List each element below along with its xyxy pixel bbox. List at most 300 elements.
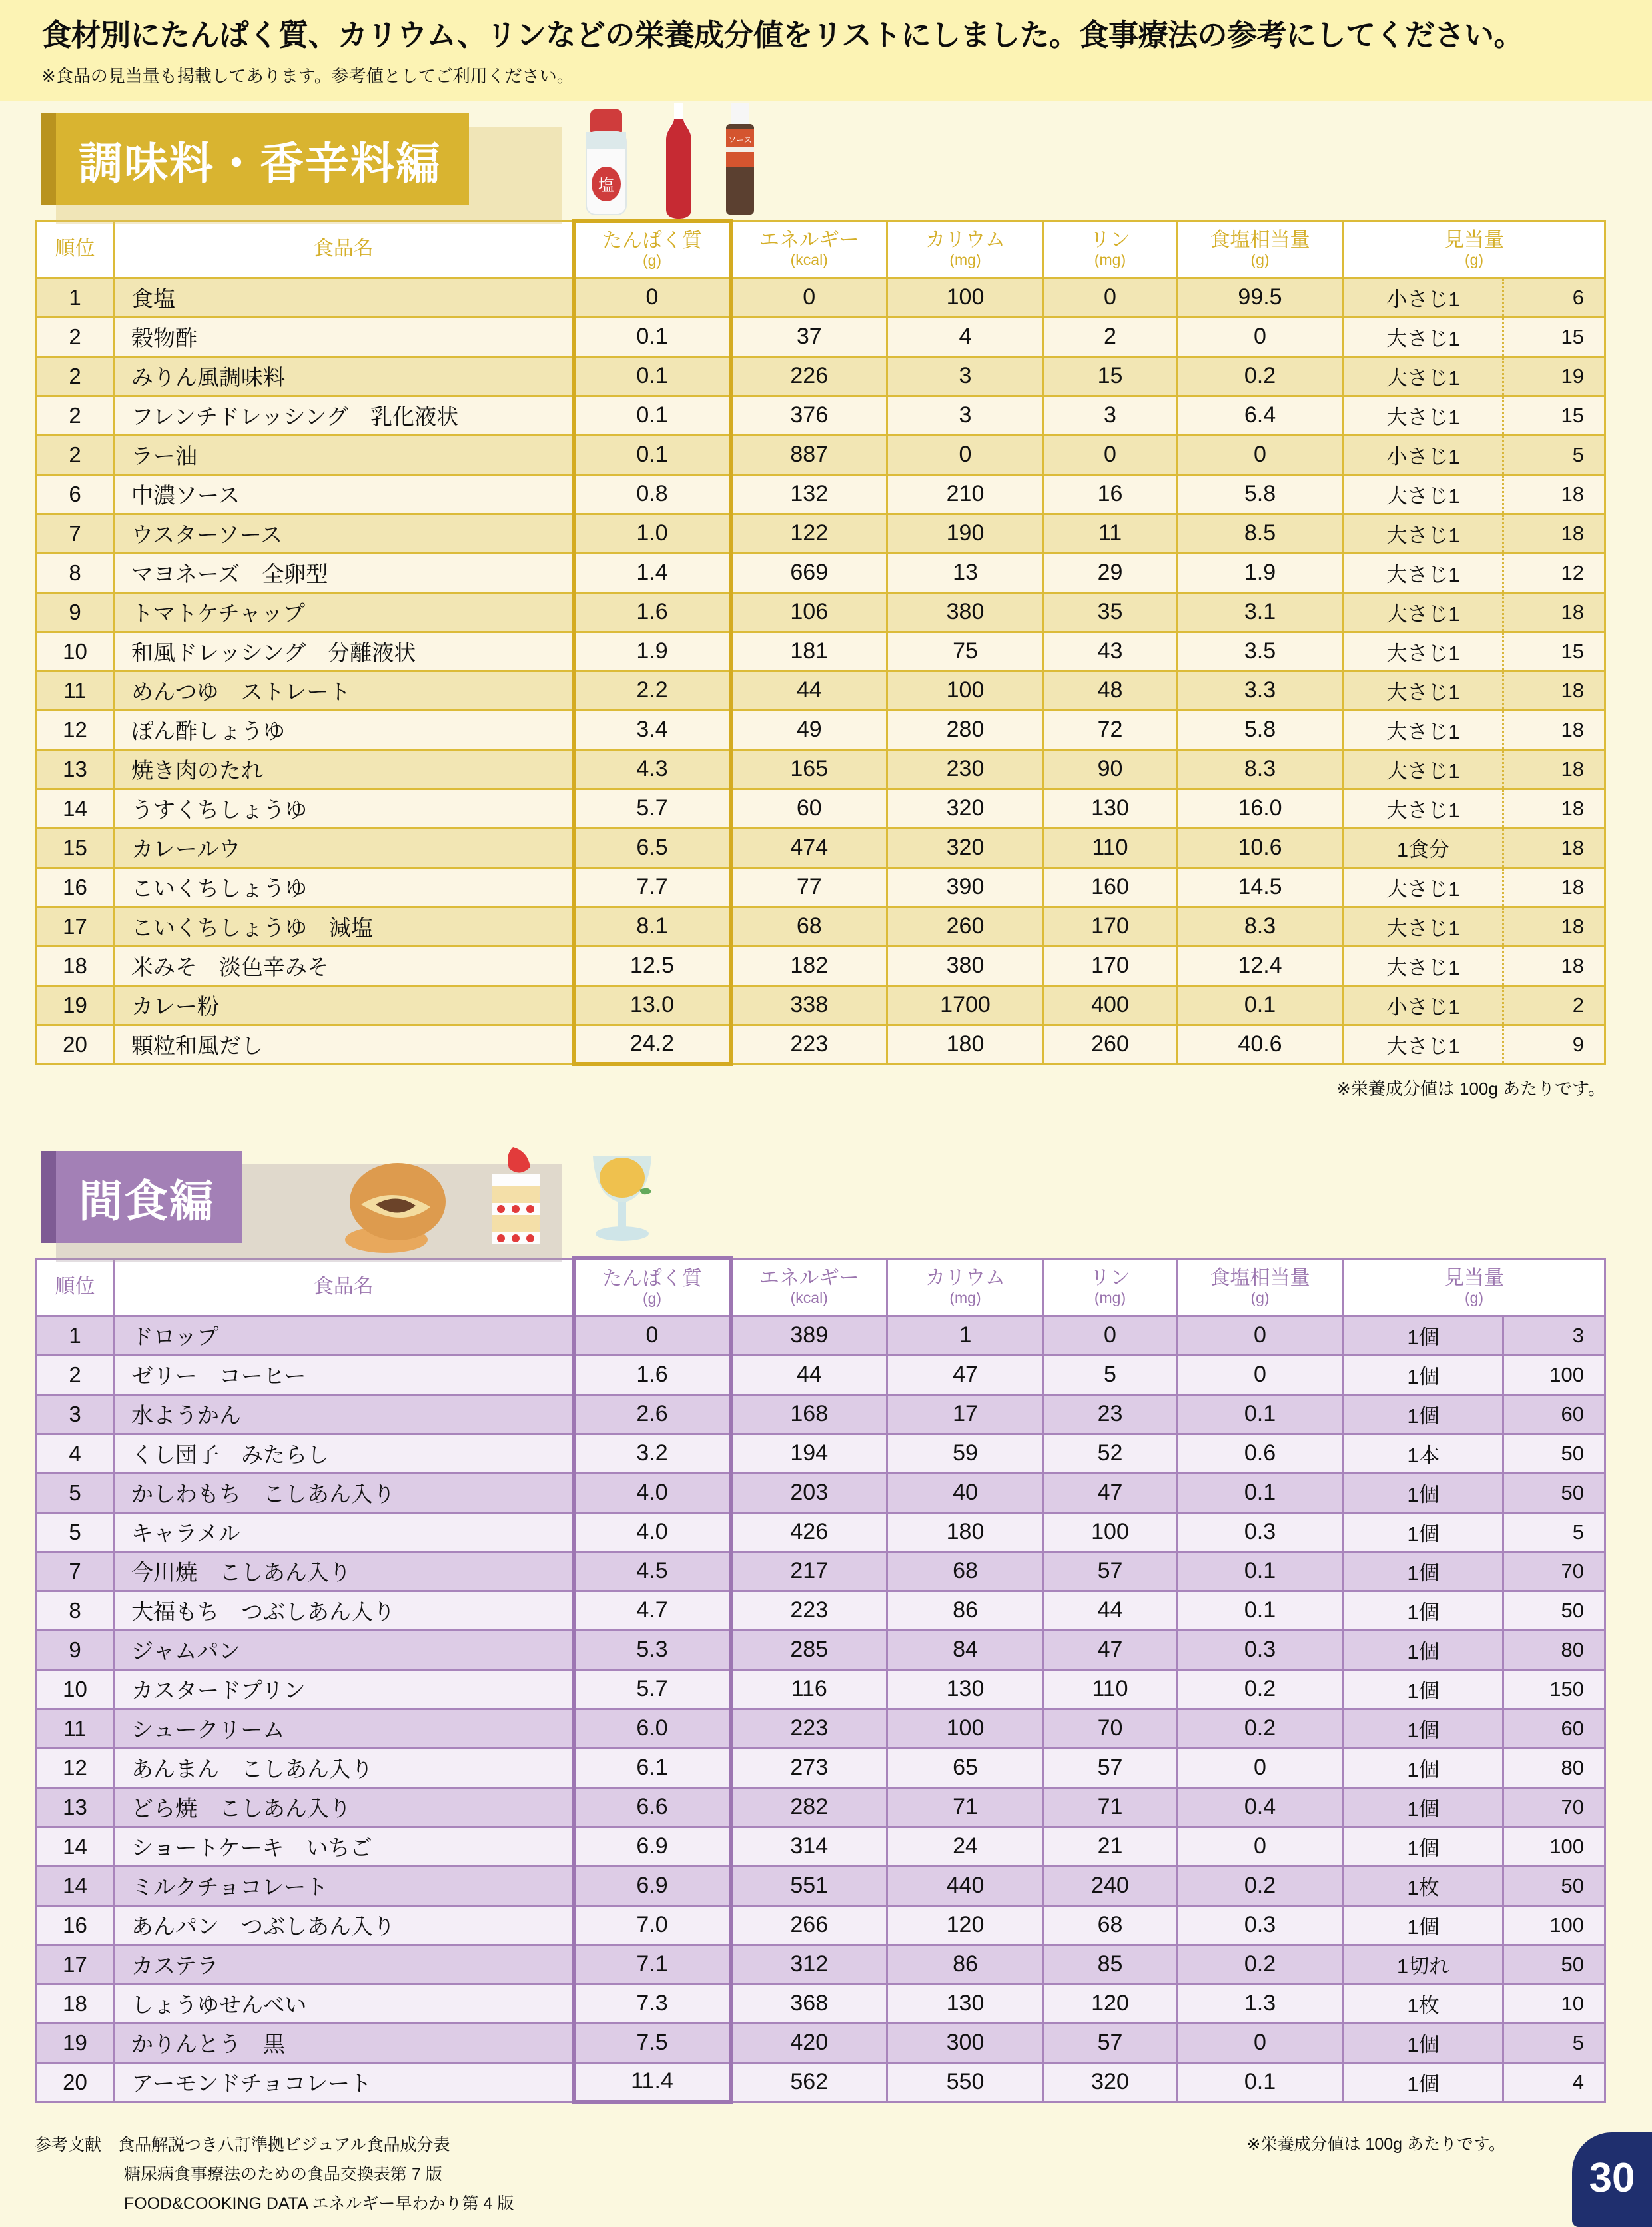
cell-salt: 0.1 xyxy=(1177,1552,1344,1591)
cell-portion-label: 大さじ1 xyxy=(1344,749,1503,789)
cell-protein: 0.1 xyxy=(574,435,731,474)
cell-rank: 11 xyxy=(36,1709,115,1748)
cell-protein: 4.7 xyxy=(574,1591,731,1630)
cell-portion-value: 4 xyxy=(1503,2062,1605,2102)
table-row xyxy=(36,396,1605,435)
cell-protein: 1.0 xyxy=(574,514,731,553)
cell-portion-value: 18 xyxy=(1503,907,1605,946)
cell-energy: 77 xyxy=(731,867,887,907)
table-row xyxy=(36,356,1605,396)
table-row xyxy=(36,1905,1605,1945)
table-row xyxy=(36,710,1605,749)
cell-salt: 0.2 xyxy=(1177,1709,1344,1748)
cell-potassium: 1700 xyxy=(887,985,1044,1025)
cell-phosphorus: 29 xyxy=(1044,553,1177,592)
cell-food-name: カステラ xyxy=(115,1945,574,1984)
cell-potassium: 300 xyxy=(887,2023,1044,2062)
cell-portion-label: 1個 xyxy=(1344,1669,1503,1709)
cell-phosphorus: 400 xyxy=(1044,985,1177,1025)
cell-protein: 7.7 xyxy=(574,867,731,907)
cell-protein: 5.7 xyxy=(574,789,731,828)
table-header-row xyxy=(36,1258,1605,1316)
cell-potassium: 24 xyxy=(887,1827,1044,1866)
cell-rank: 16 xyxy=(36,1905,115,1945)
cell-phosphorus: 100 xyxy=(1044,1512,1177,1552)
col-header-potassium-unit: (mg) xyxy=(949,250,981,268)
table-row xyxy=(36,1552,1605,1591)
table-row xyxy=(36,632,1605,671)
section-snack xyxy=(0,1139,1652,2104)
cell-energy: 181 xyxy=(731,632,887,671)
cell-portion-value: 5 xyxy=(1503,1512,1605,1552)
cell-portion-label: 大さじ1 xyxy=(1344,946,1503,985)
footer-note: ※栄養成分値は 100g あたりです。 xyxy=(1246,2135,1505,2154)
cell-energy: 273 xyxy=(731,1748,887,1787)
cell-food-name: うすくちしょうゆ xyxy=(115,789,574,828)
cell-portion-label: 大さじ1 xyxy=(1344,1025,1503,1064)
cell-portion-value: 10 xyxy=(1503,1984,1605,2023)
cell-rank: 10 xyxy=(36,632,115,671)
cell-portion-value: 2 xyxy=(1503,985,1605,1025)
cell-energy: 168 xyxy=(731,1394,887,1434)
col-header-salt-label: 食塩相当量 xyxy=(1210,1267,1310,1290)
cell-rank: 14 xyxy=(36,1827,115,1866)
col-header-phosphorus xyxy=(1044,1258,1177,1316)
cell-portion-value: 60 xyxy=(1503,1394,1605,1434)
cell-protein: 12.5 xyxy=(574,946,731,985)
cell-phosphorus: 43 xyxy=(1044,632,1177,671)
seasoning-banner-title: 調味料・香辛料編 xyxy=(79,138,441,188)
cell-portion-label: 1個 xyxy=(1344,1709,1503,1748)
cell-salt: 5.8 xyxy=(1177,710,1344,749)
cell-salt: 10.6 xyxy=(1177,828,1344,867)
cell-rank: 17 xyxy=(36,907,115,946)
cell-portion-value: 18 xyxy=(1503,828,1605,867)
table-row xyxy=(36,671,1605,710)
table-row xyxy=(36,1630,1605,1669)
cell-rank: 2 xyxy=(36,317,115,356)
cell-potassium: 180 xyxy=(887,1025,1044,1064)
col-header-rank: 順位 xyxy=(36,221,115,278)
cell-portion-label: 1枚 xyxy=(1344,1866,1503,1905)
cell-potassium: 0 xyxy=(887,435,1044,474)
cell-portion-value: 18 xyxy=(1503,671,1605,710)
cell-phosphorus: 170 xyxy=(1044,946,1177,985)
cell-protein: 13.0 xyxy=(574,985,731,1025)
cell-phosphorus: 170 xyxy=(1044,907,1177,946)
cell-protein: 6.9 xyxy=(574,1827,731,1866)
cell-energy: 312 xyxy=(731,1945,887,1984)
cell-salt: 0.2 xyxy=(1177,1945,1344,1984)
cell-portion-value: 18 xyxy=(1503,514,1605,553)
col-header-salt-label: 食塩相当量 xyxy=(1210,229,1310,252)
table-row xyxy=(36,435,1605,474)
cell-salt: 0 xyxy=(1177,1748,1344,1787)
cell-energy: 314 xyxy=(731,1827,887,1866)
col-header-salt-unit: (g) xyxy=(1250,1288,1270,1306)
cell-potassium: 84 xyxy=(887,1630,1044,1669)
cell-protein: 1.6 xyxy=(574,592,731,632)
cell-salt: 8.3 xyxy=(1177,907,1344,946)
cell-food-name: ゼリー コーヒー xyxy=(115,1355,574,1394)
cell-protein: 1.9 xyxy=(574,632,731,671)
cell-portion-label: 1個 xyxy=(1344,1473,1503,1512)
cell-potassium: 260 xyxy=(887,907,1044,946)
cell-energy: 420 xyxy=(731,2023,887,2062)
cell-potassium: 71 xyxy=(887,1787,1044,1827)
col-header-portion-label: 見当量 xyxy=(1444,1267,1504,1290)
cell-potassium: 130 xyxy=(887,1669,1044,1709)
cell-salt: 0.1 xyxy=(1177,2062,1344,2102)
cell-energy: 37 xyxy=(731,317,887,356)
cell-potassium: 59 xyxy=(887,1434,1044,1473)
cell-potassium: 4 xyxy=(887,317,1044,356)
cell-rank: 5 xyxy=(36,1512,115,1552)
cell-energy: 389 xyxy=(731,1316,887,1355)
shortcake-icon xyxy=(472,1143,558,1256)
cell-portion-label: 1個 xyxy=(1344,1316,1503,1355)
cell-potassium: 68 xyxy=(887,1552,1044,1591)
snack-illustrations xyxy=(334,1139,669,1256)
cell-protein: 5.7 xyxy=(574,1669,731,1709)
col-header-portion-unit: (g) xyxy=(1464,1288,1484,1306)
cell-potassium: 13 xyxy=(887,553,1044,592)
cell-portion-value: 50 xyxy=(1503,1434,1605,1473)
cell-food-name: フレンチドレッシング 乳化液状 xyxy=(115,396,574,435)
cell-phosphorus: 85 xyxy=(1044,1945,1177,1984)
cell-food-name: 穀物酢 xyxy=(115,317,574,356)
table-row xyxy=(36,1434,1605,1473)
cell-rank: 11 xyxy=(36,671,115,710)
cell-rank: 2 xyxy=(36,356,115,396)
cell-rank: 8 xyxy=(36,553,115,592)
cell-portion-value: 15 xyxy=(1503,632,1605,671)
seasoning-banner-area xyxy=(41,101,1652,219)
cell-salt: 6.4 xyxy=(1177,396,1344,435)
cell-phosphorus: 70 xyxy=(1044,1709,1177,1748)
col-header-protein-unit: (g) xyxy=(642,1289,662,1307)
cell-phosphorus: 120 xyxy=(1044,1984,1177,2023)
cell-energy: 376 xyxy=(731,396,887,435)
cell-portion-label: 1個 xyxy=(1344,1905,1503,1945)
col-header-portion xyxy=(1344,1258,1605,1316)
cell-energy: 368 xyxy=(731,1984,887,2023)
cell-energy: 182 xyxy=(731,946,887,985)
banner-edge xyxy=(41,113,56,205)
cell-protein: 6.0 xyxy=(574,1709,731,1748)
col-header-potassium xyxy=(887,221,1044,278)
cell-phosphorus: 44 xyxy=(1044,1591,1177,1630)
svg-text:ソース: ソース xyxy=(728,135,752,145)
cell-protein: 4.5 xyxy=(574,1552,731,1591)
cell-rank: 18 xyxy=(36,1984,115,2023)
cell-portion-label: 大さじ1 xyxy=(1344,317,1503,356)
cell-portion-label: 1個 xyxy=(1344,1552,1503,1591)
cell-portion-label: 1個 xyxy=(1344,1748,1503,1787)
cell-portion-label: 大さじ1 xyxy=(1344,474,1503,514)
cell-phosphorus: 5 xyxy=(1044,1355,1177,1394)
snack-table xyxy=(35,1256,1606,2104)
cell-energy: 116 xyxy=(731,1669,887,1709)
cell-protein: 4.0 xyxy=(574,1473,731,1512)
cell-portion-label: 1個 xyxy=(1344,1591,1503,1630)
cell-salt: 0.3 xyxy=(1177,1512,1344,1552)
table-row xyxy=(36,1512,1605,1552)
cell-energy: 223 xyxy=(731,1591,887,1630)
seasoning-table-body xyxy=(36,278,1605,1064)
cell-potassium: 230 xyxy=(887,749,1044,789)
col-header-salt xyxy=(1177,221,1344,278)
cell-potassium: 47 xyxy=(887,1355,1044,1394)
cell-salt: 0.1 xyxy=(1177,1591,1344,1630)
cell-salt: 16.0 xyxy=(1177,789,1344,828)
cell-energy: 217 xyxy=(731,1552,887,1591)
cell-phosphorus: 16 xyxy=(1044,474,1177,514)
cell-food-name: こいくちしょうゆ xyxy=(115,867,574,907)
cell-energy: 266 xyxy=(731,1905,887,1945)
cell-potassium: 100 xyxy=(887,278,1044,317)
col-header-protein xyxy=(574,221,731,278)
cell-rank: 2 xyxy=(36,396,115,435)
cell-salt: 0.4 xyxy=(1177,1787,1344,1827)
cell-rank: 8 xyxy=(36,1591,115,1630)
cell-salt: 0.2 xyxy=(1177,356,1344,396)
cell-food-name: ミルクチョコレート xyxy=(115,1866,574,1905)
cell-protein: 2.2 xyxy=(574,671,731,710)
cell-portion-value: 18 xyxy=(1503,474,1605,514)
cell-rank: 7 xyxy=(36,1552,115,1591)
cell-protein: 8.1 xyxy=(574,907,731,946)
cell-rank: 20 xyxy=(36,2062,115,2102)
cell-potassium: 390 xyxy=(887,867,1044,907)
cell-salt: 0.2 xyxy=(1177,1669,1344,1709)
cell-portion-label: 小さじ1 xyxy=(1344,435,1503,474)
cell-energy: 60 xyxy=(731,789,887,828)
cell-potassium: 320 xyxy=(887,828,1044,867)
cell-energy: 106 xyxy=(731,592,887,632)
table-row xyxy=(36,1316,1605,1355)
cell-portion-label: 1切れ xyxy=(1344,1945,1503,1984)
cell-rank: 16 xyxy=(36,867,115,907)
cell-protein: 0 xyxy=(574,278,731,317)
cell-protein: 0.8 xyxy=(574,474,731,514)
cell-portion-label: 1個 xyxy=(1344,2062,1503,2102)
cell-phosphorus: 2 xyxy=(1044,317,1177,356)
reference-text-1: 食品解説つき八訂準拠ビジュアル食品成分表 xyxy=(117,2136,450,2154)
cell-potassium: 210 xyxy=(887,474,1044,514)
cell-potassium: 86 xyxy=(887,1591,1044,1630)
cell-rank: 6 xyxy=(36,474,115,514)
cell-potassium: 65 xyxy=(887,1748,1044,1787)
table-row xyxy=(36,789,1605,828)
cell-protein: 0.1 xyxy=(574,356,731,396)
cell-energy: 551 xyxy=(731,1866,887,1905)
cell-portion-value: 100 xyxy=(1503,1827,1605,1866)
cell-portion-label: 1個 xyxy=(1344,1787,1503,1827)
table-row xyxy=(36,1787,1605,1827)
cell-protein: 7.0 xyxy=(574,1905,731,1945)
table-row xyxy=(36,2023,1605,2062)
cell-phosphorus: 52 xyxy=(1044,1434,1177,1473)
cell-protein: 5.3 xyxy=(574,1630,731,1669)
cell-energy: 669 xyxy=(731,553,887,592)
cell-salt: 1.3 xyxy=(1177,1984,1344,2023)
cell-portion-label: 大さじ1 xyxy=(1344,356,1503,396)
cell-potassium: 3 xyxy=(887,396,1044,435)
cell-energy: 0 xyxy=(731,278,887,317)
col-header-salt xyxy=(1177,1258,1344,1316)
cell-potassium: 40 xyxy=(887,1473,1044,1512)
cell-food-name: めんつゆ ストレート xyxy=(115,671,574,710)
col-header-phosphorus-label: リン xyxy=(1090,1267,1130,1290)
cell-salt: 3.1 xyxy=(1177,592,1344,632)
cell-food-name: 中濃ソース xyxy=(115,474,574,514)
cell-rank: 12 xyxy=(36,1748,115,1787)
cell-portion-value: 80 xyxy=(1503,1748,1605,1787)
cell-food-name: あんパン つぶしあん入り xyxy=(115,1905,574,1945)
col-header-salt-unit: (g) xyxy=(1250,250,1270,268)
cell-potassium: 75 xyxy=(887,632,1044,671)
cell-portion-value: 9 xyxy=(1503,1025,1605,1064)
cell-phosphorus: 160 xyxy=(1044,867,1177,907)
cell-portion-label: 小さじ1 xyxy=(1344,278,1503,317)
cell-phosphorus: 0 xyxy=(1044,1316,1177,1355)
cell-food-name: どら焼 こしあん入り xyxy=(115,1787,574,1827)
cell-food-name: カレー粉 xyxy=(115,985,574,1025)
cell-rank: 14 xyxy=(36,1866,115,1905)
cell-portion-label: 1個 xyxy=(1344,1827,1503,1866)
cell-phosphorus: 35 xyxy=(1044,592,1177,632)
cell-food-name: アーモンドチョコレート xyxy=(115,2062,574,2102)
cell-protein: 3.4 xyxy=(574,710,731,749)
col-header-protein-unit: (g) xyxy=(642,251,662,269)
cell-portion-value: 18 xyxy=(1503,789,1605,828)
col-header-energy-label: エネルギー xyxy=(759,229,859,252)
cell-food-name: 米みそ 淡色辛みそ xyxy=(115,946,574,985)
table-row xyxy=(36,1669,1605,1709)
cell-phosphorus: 0 xyxy=(1044,435,1177,474)
cell-energy: 474 xyxy=(731,828,887,867)
col-header-rank: 順位 xyxy=(36,1258,115,1316)
cell-portion-value: 12 xyxy=(1503,553,1605,592)
cell-food-name: 今川焼 こしあん入り xyxy=(115,1552,574,1591)
cell-phosphorus: 47 xyxy=(1044,1473,1177,1512)
seasoning-banner xyxy=(41,113,469,205)
cell-portion-label: 大さじ1 xyxy=(1344,710,1503,749)
cell-protein: 7.5 xyxy=(574,2023,731,2062)
col-header-potassium-unit: (mg) xyxy=(949,1288,981,1306)
pudding-glass-icon xyxy=(576,1143,669,1256)
cell-protein: 7.1 xyxy=(574,1945,731,1984)
col-header-potassium xyxy=(887,1258,1044,1316)
table-header-row xyxy=(36,221,1605,278)
cell-potassium: 280 xyxy=(887,710,1044,749)
cell-portion-value: 19 xyxy=(1503,356,1605,396)
cell-phosphorus: 21 xyxy=(1044,1827,1177,1866)
cell-salt: 0.3 xyxy=(1177,1905,1344,1945)
cell-energy: 223 xyxy=(731,1709,887,1748)
cell-protein: 4.0 xyxy=(574,1512,731,1552)
table-row xyxy=(36,1748,1605,1787)
cell-salt: 8.3 xyxy=(1177,749,1344,789)
table-row xyxy=(36,1945,1605,1984)
reference-text-2: 糖尿病食事療法のための食品交換表第 7 版 xyxy=(124,2164,442,2184)
col-header-energy-unit: (kcal) xyxy=(790,1288,828,1306)
cell-phosphorus: 72 xyxy=(1044,710,1177,749)
cell-potassium: 320 xyxy=(887,789,1044,828)
col-header-energy xyxy=(731,1258,887,1316)
table-row xyxy=(36,749,1605,789)
cell-rank: 15 xyxy=(36,828,115,867)
cell-portion-value: 50 xyxy=(1503,1591,1605,1630)
cell-portion-label: 1枚 xyxy=(1344,1984,1503,2023)
banner-edge xyxy=(41,1151,56,1243)
cell-portion-label: 1食分 xyxy=(1344,828,1503,867)
cell-energy: 226 xyxy=(731,356,887,396)
page-footer xyxy=(0,2116,1652,2227)
cell-portion-value: 50 xyxy=(1503,1945,1605,1984)
cell-portion-label: 大さじ1 xyxy=(1344,396,1503,435)
cell-portion-value: 100 xyxy=(1503,1905,1605,1945)
cell-protein: 2.6 xyxy=(574,1394,731,1434)
cell-phosphorus: 57 xyxy=(1044,2023,1177,2062)
cell-rank: 10 xyxy=(36,1669,115,1709)
cell-rank: 20 xyxy=(36,1025,115,1064)
cell-portion-value: 3 xyxy=(1503,1316,1605,1355)
cell-phosphorus: 0 xyxy=(1044,278,1177,317)
cell-protein: 24.2 xyxy=(574,1025,731,1064)
cell-energy: 44 xyxy=(731,671,887,710)
cell-energy: 132 xyxy=(731,474,887,514)
cell-portion-value: 70 xyxy=(1503,1552,1605,1591)
cell-food-name: 和風ドレッシング 分離液状 xyxy=(115,632,574,671)
table-row xyxy=(36,1355,1605,1394)
cell-portion-label: 大さじ1 xyxy=(1344,553,1503,592)
cell-energy: 165 xyxy=(731,749,887,789)
cell-portion-label: 大さじ1 xyxy=(1344,789,1503,828)
cell-salt: 99.5 xyxy=(1177,278,1344,317)
cell-phosphorus: 71 xyxy=(1044,1787,1177,1827)
col-header-energy xyxy=(731,221,887,278)
cell-potassium: 17 xyxy=(887,1394,1044,1434)
table-row xyxy=(36,317,1605,356)
cell-food-name: 食塩 xyxy=(115,278,574,317)
cell-phosphorus: 57 xyxy=(1044,1552,1177,1591)
cell-rank: 18 xyxy=(36,946,115,985)
cell-food-name: カスタードプリン xyxy=(115,1669,574,1709)
col-header-protein-label: たんぱく質 xyxy=(602,1268,702,1290)
cell-phosphorus: 240 xyxy=(1044,1866,1177,1905)
table-row xyxy=(36,514,1605,553)
cell-protein: 0.1 xyxy=(574,317,731,356)
cell-food-name: ウスターソース xyxy=(115,514,574,553)
cell-protein: 1.6 xyxy=(574,1355,731,1394)
cell-phosphorus: 23 xyxy=(1044,1394,1177,1434)
cell-potassium: 440 xyxy=(887,1866,1044,1905)
reference-line-1 xyxy=(35,2131,514,2160)
col-header-portion-unit: (g) xyxy=(1464,250,1484,268)
cell-protein: 6.5 xyxy=(574,828,731,867)
cell-portion-value: 5 xyxy=(1503,2023,1605,2062)
cell-rank: 5 xyxy=(36,1473,115,1512)
cell-food-name: ドロップ xyxy=(115,1316,574,1355)
cell-food-name: キャラメル xyxy=(115,1512,574,1552)
cell-energy: 194 xyxy=(731,1434,887,1473)
salt-shaker-icon xyxy=(574,105,638,219)
cell-portion-label: 1本 xyxy=(1344,1434,1503,1473)
cell-rank: 4 xyxy=(36,1434,115,1473)
cell-food-name: ぽん酢しょうゆ xyxy=(115,710,574,749)
